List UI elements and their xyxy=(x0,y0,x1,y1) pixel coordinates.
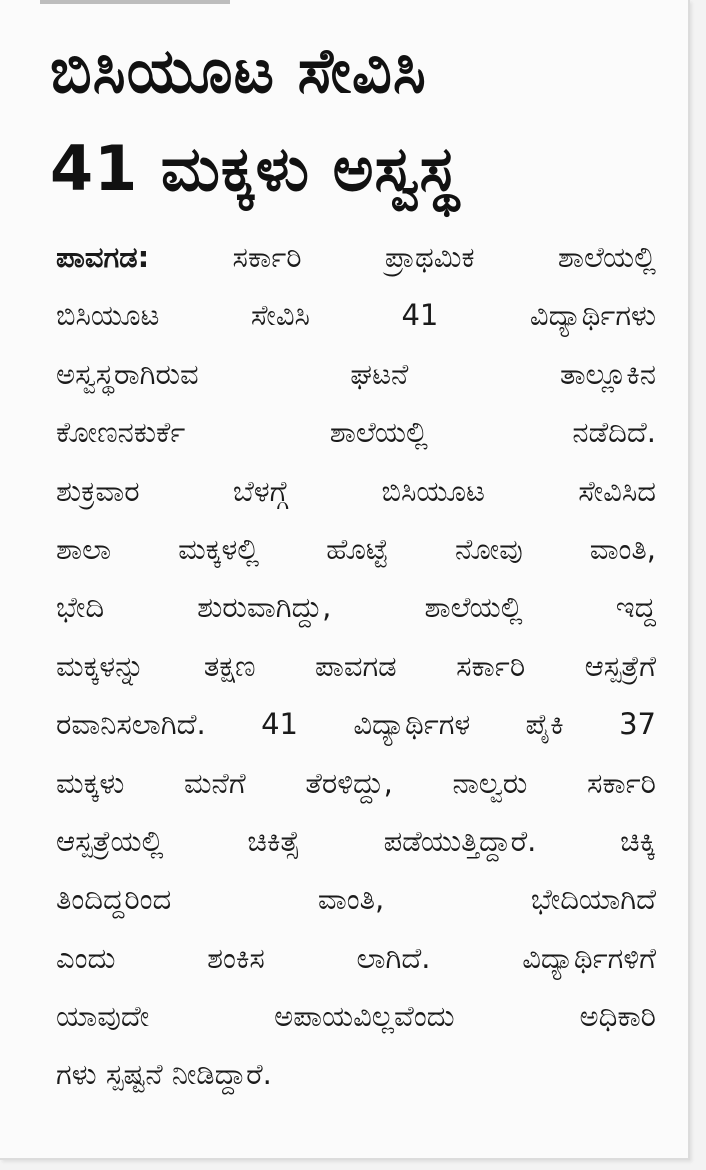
body-line-1-text: ಸರ್ಕಾರಿ ಪ್ರಾಥಮಿಕ ಶಾಲೆಯಲ್ಲಿ xyxy=(149,240,656,274)
body-line-last: ಗಳು ಸ್ಪಷ್ಟನೆ ನೀಡಿದ್ದಾರೆ. xyxy=(56,1057,272,1092)
headline-line-2: 41 ಮಕ್ಕಳು ಅಸ್ವಸ್ಥ xyxy=(50,132,460,205)
body-line: ಅಸ್ವಸ್ಥರಾಗಿರುವ ಘಟನೆ ತಾಲ್ಲೂಕಿನ xyxy=(56,356,656,391)
body-line: ಭೇದಿ ಶುರುವಾಗಿದ್ದು, ಶಾಲೆಯಲ್ಲಿ ಇದ್ದ xyxy=(56,590,656,625)
body-line: ತಿಂದಿದ್ದರಿಂದ ವಾಂತಿ, ಭೇದಿಯಾಗಿದೆ xyxy=(56,882,656,917)
article-body xyxy=(56,228,656,1104)
body-line-1 xyxy=(56,228,656,286)
body-line: ರವಾನಿಸಲಾಗಿದೆ. 41 ವಿದ್ಯಾರ್ಥಿಗಳ ಪೈಕಿ 37 xyxy=(56,707,656,742)
dateline: ಪಾವಗಡ: xyxy=(56,240,150,274)
body-line: ಯಾವುದೇ ಅಪಾಯವಿಲ್ಲವೆಂದು ಅಧಿಕಾರಿ xyxy=(56,999,656,1034)
headline xyxy=(50,22,670,218)
headline-line-1: ಬಿಸಿಯೂಟ ಸೇವಿಸಿ xyxy=(50,34,427,107)
body-line: ಕೋಣನಕುರ್ಕೆ ಶಾಲೆಯಲ್ಲಿ ನಡೆದಿದೆ. xyxy=(56,415,656,450)
body-line: ಮಕ್ಕಳು ಮನೆಗೆ ತೆರಳಿದ್ದು, ನಾಲ್ವರು ಸರ್ಕಾರಿ xyxy=(56,765,656,800)
body-line: ಶಾಲಾ ಮಕ್ಕಳಲ್ಲಿ ಹೊಟ್ಟೆ ನೋವು ವಾಂತಿ, xyxy=(56,531,656,566)
body-line: ಮಕ್ಕಳನ್ನು ತಕ್ಷಣ ಪಾವಗಡ ಸರ್ಕಾರಿ ಆಸ್ಪತ್ರೆಗೆ xyxy=(56,648,656,683)
body-line: ಎಂದು ಶಂಕಿಸ ಲಾಗಿದೆ. ವಿದ್ಯಾರ್ಥಿಗಳಿಗೆ xyxy=(56,940,656,975)
top-rule-fragment xyxy=(40,0,230,4)
body-line: ಶುಕ್ರವಾರ ಬೆಳಗ್ಗೆ ಬಿಸಿಯೂಟ ಸೇವಿಸಿದ xyxy=(56,473,656,508)
body-line: ಆಸ್ಪತ್ರೆಯಲ್ಲಿ ಚಿಕಿತ್ಸೆ ಪಡೆಯುತ್ತಿದ್ದಾರೆ. ಚಿಕ್ಕಿ xyxy=(56,823,656,858)
body-line: ಬಿಸಿಯೂಟ ಸೇವಿಸಿ 41 ವಿದ್ಯಾರ್ಥಿಗಳು xyxy=(56,298,656,333)
